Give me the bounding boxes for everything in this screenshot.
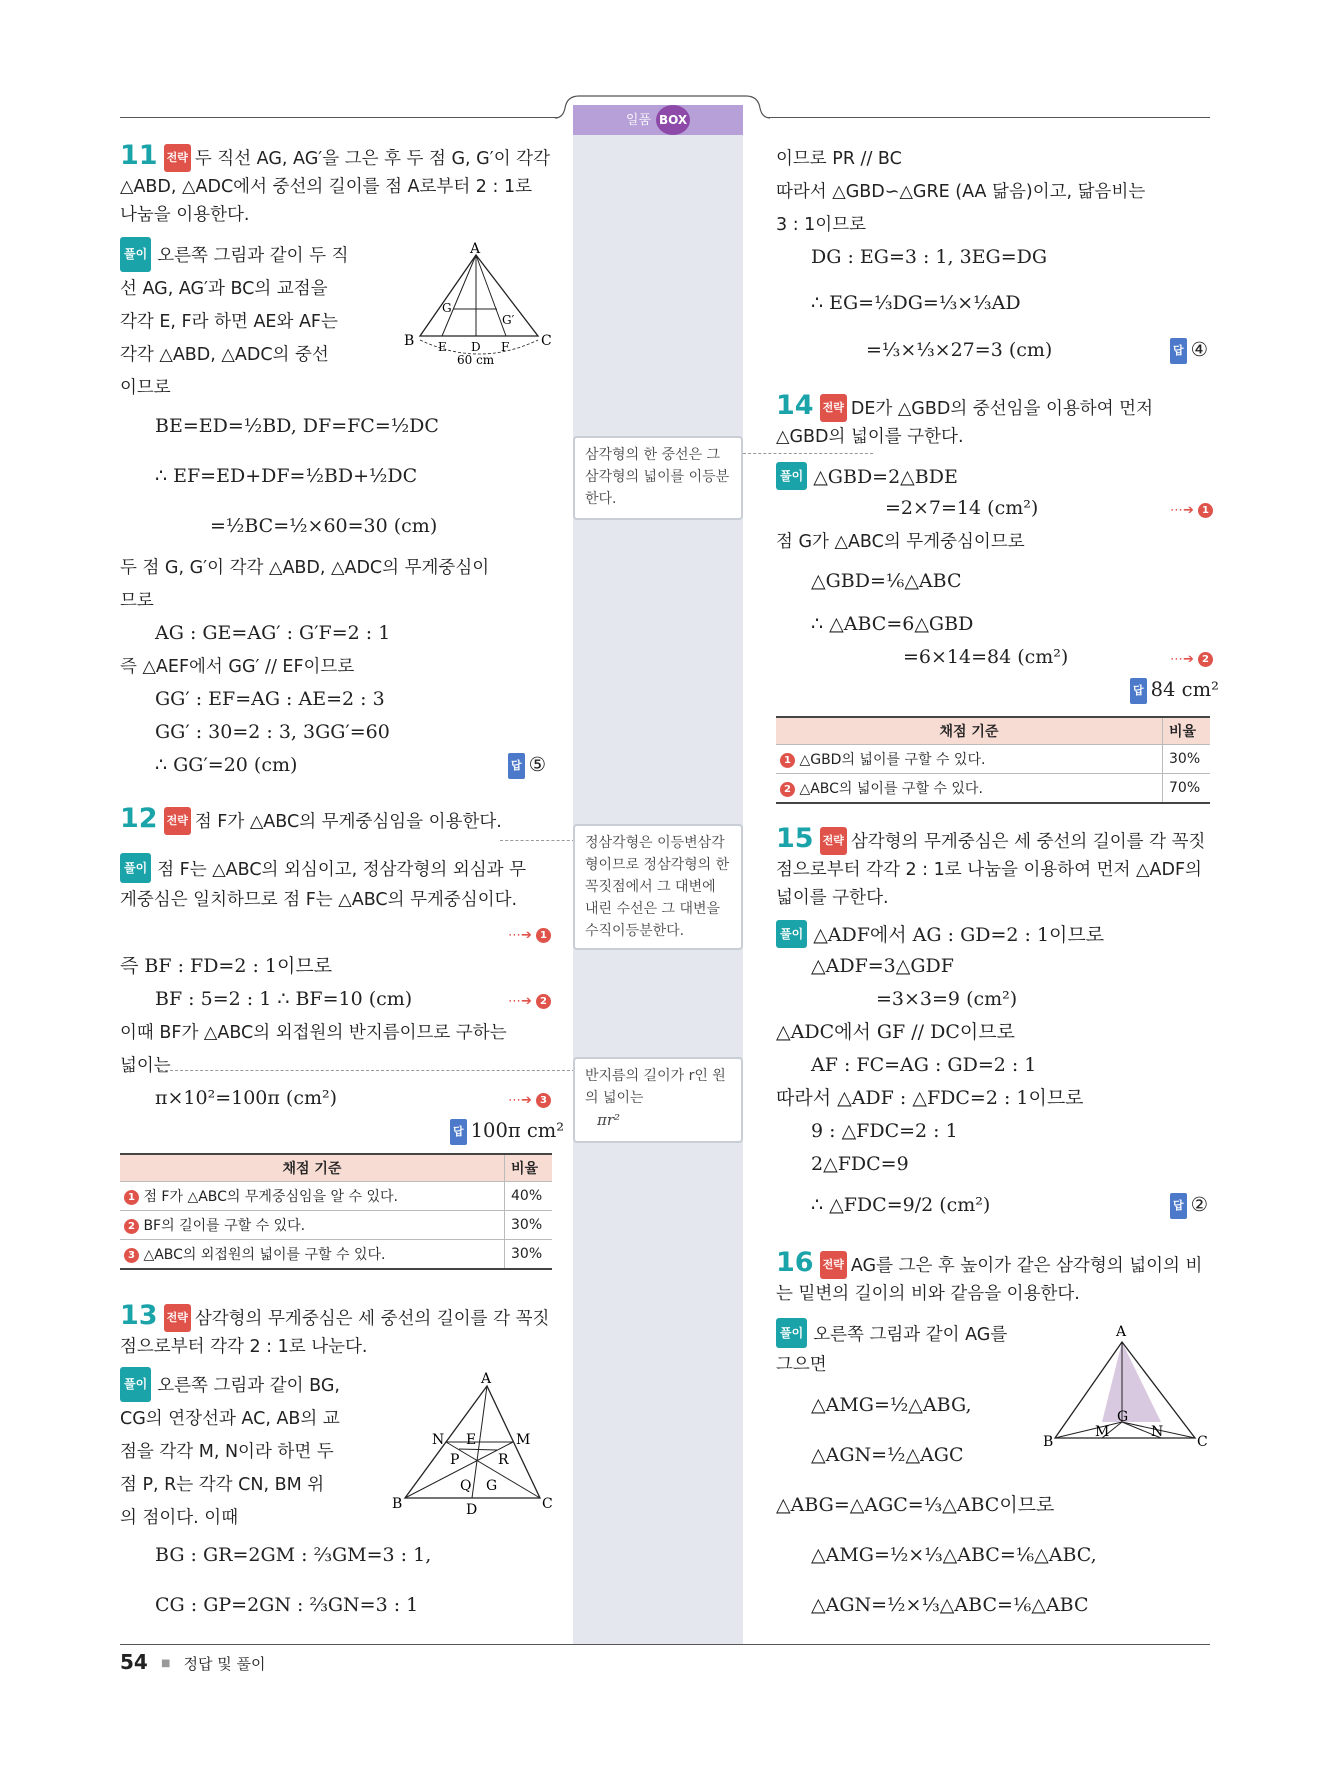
svg-text:F: F	[501, 340, 510, 354]
table-header: 채점 기준	[776, 717, 1163, 745]
p12-grading-table	[120, 1153, 552, 1270]
svg-text:G: G	[486, 1478, 498, 1494]
p12-answer	[450, 1118, 564, 1145]
svg-text:D: D	[466, 1502, 478, 1518]
p11-sol-line: 각각 E, F라 하면 AE와 AF는	[120, 312, 338, 332]
p13-sol-tag: 풀이	[120, 1367, 151, 1402]
svg-text:A: A	[1116, 1324, 1127, 1340]
answer-icon: 답	[508, 753, 525, 779]
p16-sol-tag: 풀이	[776, 1318, 807, 1348]
footer-dot: ■	[160, 1658, 171, 1669]
p14-strategy: DE가 △GBD의 중선임을 이용하여 먼저 △GBD의 넓이를 구한다.	[776, 399, 1153, 447]
table-cell: 30%	[1163, 745, 1211, 774]
bottom-rule	[120, 1644, 1210, 1645]
p14-step2: ⋯➔ 2	[1170, 644, 1213, 673]
p12-text3: 이때 BF가 △ABC의 외접원의 반지름이므로 구하는	[120, 1023, 507, 1043]
svg-text:B: B	[404, 333, 415, 349]
note-equilateral: 정삼각형은 이등변삼각형이므로 정삼각형의 한 꼭짓점에서 그 대변에 내린 수선은 그 대변을 수직이등분한다.	[573, 824, 743, 950]
answer-icon: 답	[1170, 338, 1187, 364]
p11-fig-label: 60 cm	[457, 353, 495, 367]
note-connector	[743, 453, 873, 454]
box-badge: BOX	[656, 105, 690, 135]
rt-answer-value: ④	[1190, 338, 1209, 361]
p11-figure	[400, 240, 560, 370]
p15-answer	[1170, 1192, 1208, 1219]
p13-sol-line: 의 점이다. 이때	[120, 1508, 239, 1528]
table-cell: △ABC의 외접원의 넓이를 구할 수 있다.	[143, 1247, 386, 1263]
table-cell: 30%	[505, 1211, 553, 1240]
p12-sol2: 게중심은 일치하므로 점 F는 △ABC의 무게중심이다.	[120, 890, 518, 910]
svg-text:G: G	[1117, 1409, 1129, 1425]
p16-strategy: AG를 그은 후 높이가 같은 삼각형의 넓이의 비는 밑변의 길이의 비와 같음을 이용한다.	[776, 1256, 1203, 1304]
p14-sol-tag: 풀이	[776, 462, 807, 490]
table-row: 1 점 F가 △ABC의 무게중심임을 알 수 있다. 40%	[120, 1182, 552, 1211]
p15-eq1-row	[776, 920, 1104, 948]
p15-eq7: 9 : △FDC=2 : 1	[811, 1120, 958, 1142]
p12-dash2	[160, 1070, 575, 1071]
p12-eq3: π×10²=100π (cm²)	[155, 1087, 338, 1109]
rt-l6: =⅓×⅓×27=3 (cm)	[866, 339, 1053, 361]
footer	[120, 1650, 265, 1674]
p11-sol-line: 각각 △ABD, △ADC의 중선	[120, 345, 329, 365]
svg-text:G: G	[442, 301, 452, 315]
p13-sol-line: 오른쪽 그림과 같이 BG,	[157, 1376, 340, 1396]
table-row: 1 △GBD의 넓이를 구할 수 있다. 30%	[776, 745, 1210, 774]
p11-answer-value: ⑤	[528, 753, 547, 776]
p15-number: 15	[776, 823, 814, 854]
svg-text:E: E	[438, 340, 447, 354]
table-cell: BF의 길이를 구할 수 있다.	[143, 1218, 306, 1234]
svg-text:C: C	[542, 1496, 553, 1512]
p15-strategy-tag: 전략	[820, 827, 847, 855]
rt-l3: 3 : 1이므로	[776, 215, 867, 235]
p15-eq4: △ADC에서 GF // DC이므로	[776, 1021, 1015, 1043]
svg-text:D: D	[471, 340, 481, 354]
table-cell: 40%	[505, 1182, 553, 1211]
p14-step1: ⋯➔ 1	[1170, 495, 1213, 524]
note-circle-formula: πr²	[597, 1111, 621, 1129]
p12-header	[120, 803, 502, 836]
svg-text:Q: Q	[460, 1478, 472, 1494]
table-row: 3 △ABC의 외접원의 넓이를 구할 수 있다. 30%	[120, 1240, 552, 1270]
p16-eq1: △AMG=½△ABG,	[811, 1394, 972, 1416]
p13-header	[120, 1300, 555, 1361]
answer-icon: 답	[1130, 678, 1147, 704]
p11-text2: 두 점 G, G′이 각각 △ABD, △ADC의 무게중심이	[120, 558, 490, 578]
p15-eq9: ∴ △FDC=9/2 (cm²)	[811, 1194, 991, 1216]
table-cell: 70%	[1163, 774, 1211, 804]
p14-eq5: =6×14=84 (cm²)	[903, 646, 1069, 668]
p12-strategy-tag: 전략	[164, 807, 191, 835]
p11-eq5: GG′ : EF=AG : AE=2 : 3	[155, 688, 385, 710]
table-cell: 점 F가 △ABC의 무게중심임을 알 수 있다.	[143, 1189, 398, 1205]
p16-number: 16	[776, 1247, 814, 1278]
svg-text:E: E	[466, 1432, 477, 1448]
p12-step3: ⋯➔ 3	[508, 1085, 551, 1114]
p12-text4: 넓이는	[120, 1056, 171, 1076]
p13-strategy: 삼각형의 무게중심은 세 중선의 길이를 각 꼭짓점으로부터 각각 2 : 1로 나눈다.	[120, 1309, 550, 1357]
p14-eq3: △GBD=⅙△ABC	[811, 570, 962, 592]
p12-strategy: 점 F가 △ABC의 무게중심임을 이용한다.	[194, 812, 502, 832]
svg-text:B: B	[392, 1496, 403, 1512]
p14-answer-value: 84 cm²	[1150, 678, 1219, 701]
table-header: 비율	[505, 1154, 553, 1182]
p11-eq6: GG′ : 30=2 : 3, 3GG′=60	[155, 721, 390, 743]
svg-text:C: C	[1197, 1434, 1208, 1450]
table-row: 2 △ABC의 넓이를 구할 수 있다. 70%	[776, 774, 1210, 804]
svg-text:M: M	[516, 1432, 531, 1448]
p11-text3: 므로	[120, 591, 154, 611]
table-cell: △GBD의 넓이를 구할 수 있다.	[799, 752, 986, 768]
box-label: 일품	[625, 113, 652, 128]
p11-eq1: BE=ED=½BD, DF=FC=½DC	[155, 415, 439, 437]
p11-eq4: AG : GE=AG′ : G′F=2 : 1	[155, 622, 391, 644]
rt-l5: ∴ EG=⅓DG=⅓×⅓AD	[811, 292, 1021, 314]
p16-sol1-row	[776, 1318, 1007, 1349]
footer-section: 정답 및 풀이	[183, 1655, 266, 1673]
p15-eq3: =3×3=9 (cm²)	[876, 988, 1018, 1010]
box-header	[573, 105, 743, 135]
table-header: 비율	[1163, 717, 1211, 745]
p14-number: 14	[776, 390, 814, 421]
p13-sol-line: 점 P, R는 각각 CN, BM 위	[120, 1475, 325, 1495]
svg-text:R: R	[498, 1452, 509, 1468]
p12-step1: ⋯➔ 1	[508, 920, 551, 949]
p15-header	[776, 823, 1211, 912]
p14-eq1: △GBD=2△BDE	[813, 466, 958, 488]
rt-l2: 따라서 △GBD∽△GRE (AA 닮음)이고, 닮음비는	[776, 182, 1146, 202]
p16-sol2: 그으면	[776, 1355, 827, 1375]
p11-sol-line: 이므로	[120, 378, 171, 398]
p15-eq1: △ADF에서 AG : GD=2 : 1이므로	[813, 924, 1105, 946]
svg-text:M: M	[1095, 1424, 1110, 1440]
p11-eq2: ∴ EF=ED+DF=½BD+½DC	[155, 465, 418, 487]
table-cell: △ABC의 넓이를 구할 수 있다.	[799, 781, 983, 797]
p11-sol-line: 선 AG, AG′과 BC의 교점을	[120, 279, 328, 299]
p11-number: 11	[120, 140, 158, 171]
table-header: 채점 기준	[120, 1154, 505, 1182]
p15-eq5: AF : FC=AG : GD=2 : 1	[811, 1054, 1037, 1076]
rt-l4: DG : EG=3 : 1, 3EG=DG	[811, 246, 1048, 268]
p16-sol1: 오른쪽 그림과 같이 AG를	[813, 1325, 1008, 1345]
answer-icon: 답	[1170, 1193, 1187, 1219]
svg-text:G′: G′	[502, 313, 515, 327]
p15-eq8: 2△FDC=9	[811, 1153, 909, 1175]
svg-text:A: A	[470, 241, 481, 257]
p15-sol-tag: 풀이	[776, 920, 807, 948]
p16-eq4: △AMG=½×⅓△ABC=⅙△ABC,	[811, 1544, 1097, 1566]
p13-eq1: BG : GR=2GM : ⅔GM=3 : 1,	[155, 1544, 432, 1566]
rt-l1: 이므로 PR // BC	[776, 149, 902, 169]
p12-number: 12	[120, 803, 158, 834]
p16-header	[776, 1247, 1211, 1308]
p14-eq4: ∴ △ABC=6△GBD	[811, 613, 974, 635]
p14-text1: 점 G가 △ABC의 무게중심이므로	[776, 532, 1025, 552]
p14-grading-table	[776, 716, 1210, 804]
p12-dash	[500, 840, 575, 841]
p15-strategy: 삼각형의 무게중심은 세 중선의 길이를 각 꼭짓점으로부터 각각 2 : 1로 나눔을 이용하여 먼저 △ADF의 넓이를 구한다.	[776, 832, 1206, 908]
p12-answer-value: 100π cm²	[470, 1119, 565, 1142]
p11-sol-line: 오른쪽 그림과 같이 두 직	[157, 246, 349, 266]
p14-eq1-row	[776, 462, 958, 490]
rt-answer	[1170, 337, 1208, 364]
p12-step2: ⋯➔ 2	[508, 986, 551, 1015]
p11-text4: 즉 △AEF에서 GG′ // EF이므로	[120, 657, 355, 677]
p13-strategy-tag: 전략	[164, 1304, 191, 1332]
svg-text:C: C	[541, 333, 552, 349]
svg-text:N: N	[432, 1432, 445, 1448]
p15-eq6: 따라서 △ADF : △FDC=2 : 1이므로	[776, 1087, 1084, 1109]
p11-solution	[120, 237, 380, 405]
p15-answer-value: ②	[1190, 1193, 1209, 1216]
p11-header	[120, 140, 550, 229]
table-cell: 30%	[505, 1240, 553, 1270]
p16-eq3: △ABG=△AGC=⅓△ABC이므로	[776, 1494, 1055, 1516]
p16-strategy-tag: 전략	[820, 1251, 847, 1279]
table-row: 2 BF의 길이를 구할 수 있다. 30%	[120, 1211, 552, 1240]
answer-icon: 답	[450, 1119, 467, 1145]
p14-eq2: =2×7=14 (cm²)	[885, 497, 1039, 519]
p11-answer	[508, 752, 546, 779]
svg-text:P: P	[450, 1452, 460, 1468]
p13-number: 13	[120, 1300, 158, 1331]
p11-eq7: ∴ GG′=20 (cm)	[155, 754, 298, 776]
svg-text:A: A	[481, 1371, 492, 1387]
p11-strategy: 두 직선 AG, AG′을 그은 후 두 점 G, G′이 각각 △ABD, △ADC에서 중선의 길이를 점 A로부터 2 : 1로 나눔을 이용한다.	[120, 149, 550, 225]
note-circle-text: 반지름의 길이가 r인 원의 넓이는	[585, 1068, 726, 1106]
p12-eq2: BF : 5=2 : 1 ∴ BF=10 (cm)	[155, 988, 413, 1010]
p16-eq2: △AGN=½△AGC	[811, 1444, 964, 1466]
p13-figure	[390, 1368, 555, 1518]
p13-solution	[120, 1367, 380, 1535]
p11-strategy-tag: 전략	[164, 144, 191, 172]
p15-eq2: △ADF=3△GDF	[811, 955, 954, 977]
p14-strategy-tag: 전략	[820, 394, 847, 422]
p12-eq1: 즉 BF : FD=2 : 1이므로	[120, 955, 333, 977]
page-number: 54	[120, 1650, 148, 1674]
p13-sol-line: 점을 각각 M, N이라 하면 두	[120, 1442, 334, 1462]
note-median: 삼각형의 한 중선은 그 삼각형의 넓이를 이등분한다.	[573, 436, 743, 520]
p16-figure	[1045, 1318, 1215, 1458]
note-circle-area	[573, 1057, 743, 1143]
p14-answer	[1130, 677, 1219, 704]
p12-sol1-row	[120, 853, 526, 884]
p11-eq3: =½BC=½×60=30 (cm)	[210, 515, 438, 537]
p13-sol-line: CG의 연장선과 AC, AB의 교	[120, 1409, 340, 1429]
p12-sol-tag: 풀이	[120, 853, 151, 883]
svg-text:B: B	[1043, 1434, 1054, 1450]
svg-text:N: N	[1151, 1424, 1164, 1440]
p14-header	[776, 390, 1211, 451]
p12-sol1: 점 F는 △ABC의 외심이고, 정삼각형의 외심과 무	[157, 860, 527, 880]
p11-sol-tag: 풀이	[120, 237, 151, 272]
p13-eq2: CG : GP=2GN : ⅔GN=3 : 1	[155, 1594, 419, 1616]
p16-eq5: △AGN=½×⅓△ABC=⅙△ABC	[811, 1594, 1089, 1616]
